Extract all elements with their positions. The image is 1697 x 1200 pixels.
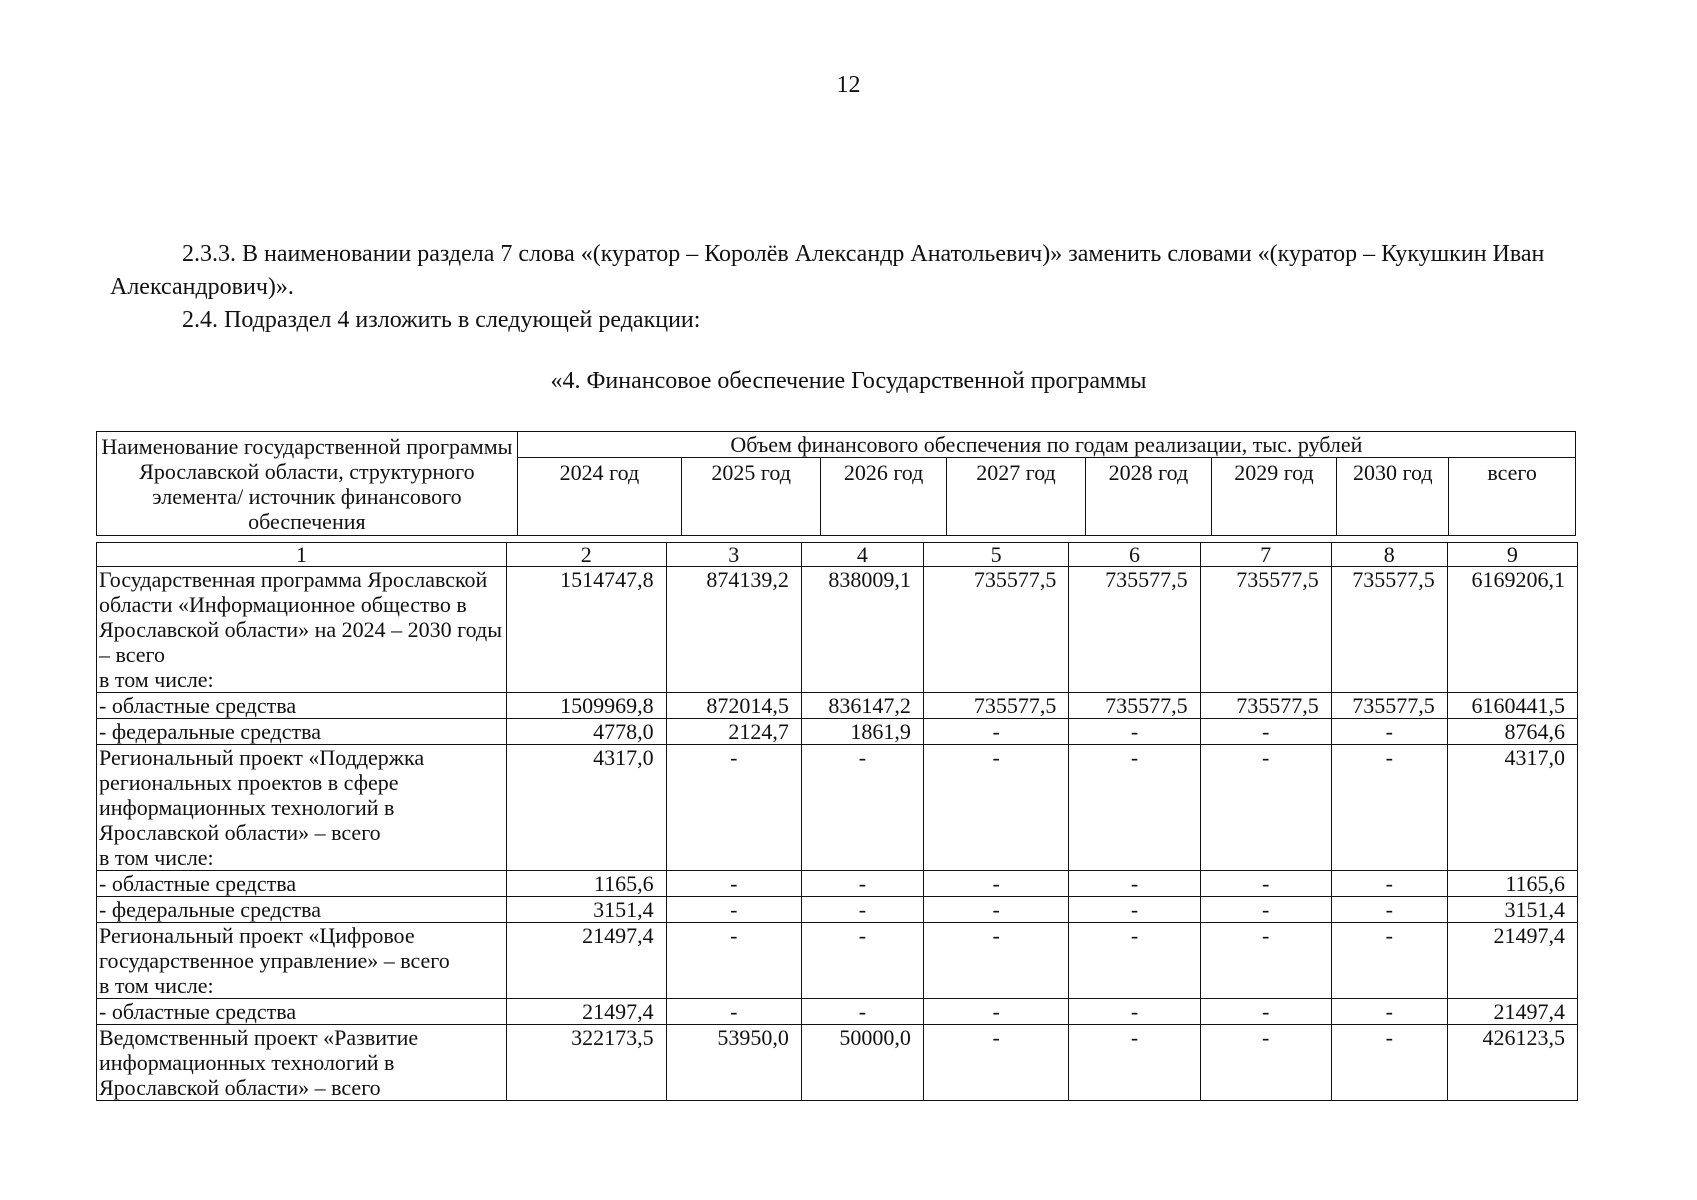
- year-header: 2025 год: [682, 458, 821, 536]
- value-cell: -: [1069, 897, 1200, 923]
- column-index-cell: 3: [666, 543, 801, 567]
- year-header: 2026 год: [821, 458, 947, 536]
- value-cell: -: [1200, 719, 1331, 745]
- value-cell: -: [666, 999, 801, 1025]
- value-cell: 3151,4: [1447, 897, 1577, 923]
- value-cell: 1165,6: [506, 871, 666, 897]
- table-header: [96, 431, 1576, 536]
- value-cell: -: [1069, 999, 1200, 1025]
- table-row: [97, 871, 1578, 897]
- table-row: [97, 719, 1578, 745]
- value-cell: -: [1331, 871, 1447, 897]
- value-cell: 735577,5: [1331, 567, 1447, 693]
- value-cell: 1165,6: [1447, 871, 1577, 897]
- value-cell: 4317,0: [506, 745, 666, 871]
- paragraph-subsection-4: 2.4. Подраздел 4 изложить в следующей редакции:: [182, 307, 701, 333]
- year-header: 2028 год: [1086, 458, 1212, 536]
- year-header: 2030 год: [1337, 458, 1449, 536]
- value-cell: -: [1069, 719, 1200, 745]
- year-header: 2027 год: [946, 458, 1085, 536]
- value-cell: -: [666, 897, 801, 923]
- column-index-row: [97, 543, 1578, 567]
- table-row: [97, 693, 1578, 719]
- table-row: [97, 1025, 1578, 1101]
- value-cell: 21497,4: [1447, 923, 1577, 999]
- value-cell: 735577,5: [1069, 567, 1200, 693]
- value-cell: 6160441,5: [1447, 693, 1577, 719]
- value-cell: -: [666, 923, 801, 999]
- value-cell: -: [923, 897, 1068, 923]
- value-cell: -: [1069, 1025, 1200, 1101]
- year-header: 2024 год: [517, 458, 681, 536]
- column-index-cell: 8: [1331, 543, 1447, 567]
- value-cell: 4778,0: [506, 719, 666, 745]
- value-cell: -: [1069, 745, 1200, 871]
- value-cell: -: [923, 999, 1068, 1025]
- value-cell: 838009,1: [801, 567, 923, 693]
- row-name: Ведомственный проект «Развитие информационных технологий в Ярославской области» – всего: [97, 1025, 507, 1101]
- row-name: Региональный проект «Поддержка региональных проектов в сфере информационных технологий в Ярославской области» – всего в том числе:: [97, 745, 507, 871]
- value-cell: -: [1200, 897, 1331, 923]
- value-cell: 3151,4: [506, 897, 666, 923]
- value-cell: 6169206,1: [1447, 567, 1577, 693]
- column-index-cell: 5: [923, 543, 1068, 567]
- row-name: - федеральные средства: [97, 719, 507, 745]
- paragraph-curator-change: 2.3.3. В наименовании раздела 7 слова «(куратор – Королёв Александр Анатольевич)» заменить словами «(куратор – Кукушкин Иван Александрович)».: [110, 241, 1545, 300]
- value-cell: -: [1200, 871, 1331, 897]
- name-column-header: Наименование государственной программы Ярославской области, структурного элемента/ источник финансового обеспечения: [97, 432, 518, 536]
- row-name: Региональный проект «Цифровое государственное управление» – всего в том числе:: [97, 923, 507, 999]
- value-cell: -: [1331, 719, 1447, 745]
- value-cell: 2124,7: [666, 719, 801, 745]
- value-cell: -: [801, 897, 923, 923]
- value-cell: -: [1331, 897, 1447, 923]
- page-number: 12: [836, 72, 861, 98]
- value-cell: 53950,0: [666, 1025, 801, 1101]
- value-cell: 836147,2: [801, 693, 923, 719]
- row-name: - областные средства: [97, 871, 507, 897]
- value-cell: -: [1331, 745, 1447, 871]
- value-cell: -: [801, 871, 923, 897]
- table-row: [97, 999, 1578, 1025]
- value-cell: 1509969,8: [506, 693, 666, 719]
- column-index-cell: 4: [801, 543, 923, 567]
- value-cell: -: [801, 923, 923, 999]
- value-cell: 21497,4: [506, 923, 666, 999]
- value-cell: 735577,5: [1069, 693, 1200, 719]
- column-index-cell: 2: [506, 543, 666, 567]
- table-row: [97, 897, 1578, 923]
- row-name: - федеральные средства: [97, 897, 507, 923]
- row-name: - областные средства: [97, 693, 507, 719]
- column-index-cell: 6: [1069, 543, 1200, 567]
- value-cell: 426123,5: [1447, 1025, 1577, 1101]
- value-cell: -: [923, 1025, 1068, 1101]
- year-header: всего: [1449, 458, 1576, 536]
- value-cell: -: [923, 923, 1068, 999]
- value-cell: 4317,0: [1447, 745, 1577, 871]
- value-cell: 21497,4: [1447, 999, 1577, 1025]
- section-title: «4. Финансовое обеспечение Государственной программы: [550, 368, 1147, 394]
- value-cell: -: [923, 719, 1068, 745]
- value-cell: -: [1331, 1025, 1447, 1101]
- column-index-cell: 7: [1200, 543, 1331, 567]
- value-cell: -: [1331, 923, 1447, 999]
- row-name: - областные средства: [97, 999, 507, 1025]
- value-cell: -: [1200, 745, 1331, 871]
- value-cell: 735577,5: [1331, 693, 1447, 719]
- row-name: Государственная программа Ярославской области «Информационное общество в Ярославской области» на 2024 – 2030 годы – всего в том числе:: [97, 567, 507, 693]
- value-cell: -: [923, 745, 1068, 871]
- value-cell: -: [1200, 1025, 1331, 1101]
- value-cell: 735577,5: [1200, 567, 1331, 693]
- table-row: [97, 923, 1578, 999]
- value-cell: -: [1069, 923, 1200, 999]
- value-cell: 1861,9: [801, 719, 923, 745]
- value-cell: -: [801, 745, 923, 871]
- value-cell: 874139,2: [666, 567, 801, 693]
- value-cell: 322173,5: [506, 1025, 666, 1101]
- value-cell: -: [666, 871, 801, 897]
- value-cell: 735577,5: [923, 693, 1068, 719]
- value-cell: 21497,4: [506, 999, 666, 1025]
- value-cell: 735577,5: [923, 567, 1068, 693]
- volume-header: Объем финансового обеспечения по годам реализации, тыс. рублей: [517, 432, 1575, 458]
- year-header: 2029 год: [1211, 458, 1337, 536]
- column-index-cell: 9: [1447, 543, 1577, 567]
- value-cell: -: [1331, 999, 1447, 1025]
- value-cell: -: [801, 999, 923, 1025]
- value-cell: 872014,5: [666, 693, 801, 719]
- value-cell: -: [1069, 871, 1200, 897]
- table-row: [97, 745, 1578, 871]
- column-index-cell: 1: [97, 543, 507, 567]
- value-cell: 735577,5: [1200, 693, 1331, 719]
- value-cell: 50000,0: [801, 1025, 923, 1101]
- value-cell: -: [666, 745, 801, 871]
- table-row: [97, 567, 1578, 693]
- value-cell: -: [1200, 999, 1331, 1025]
- value-cell: -: [923, 871, 1068, 897]
- value-cell: 1514747,8: [506, 567, 666, 693]
- value-cell: -: [1200, 923, 1331, 999]
- value-cell: 8764,6: [1447, 719, 1577, 745]
- financing-table: [96, 542, 1578, 1101]
